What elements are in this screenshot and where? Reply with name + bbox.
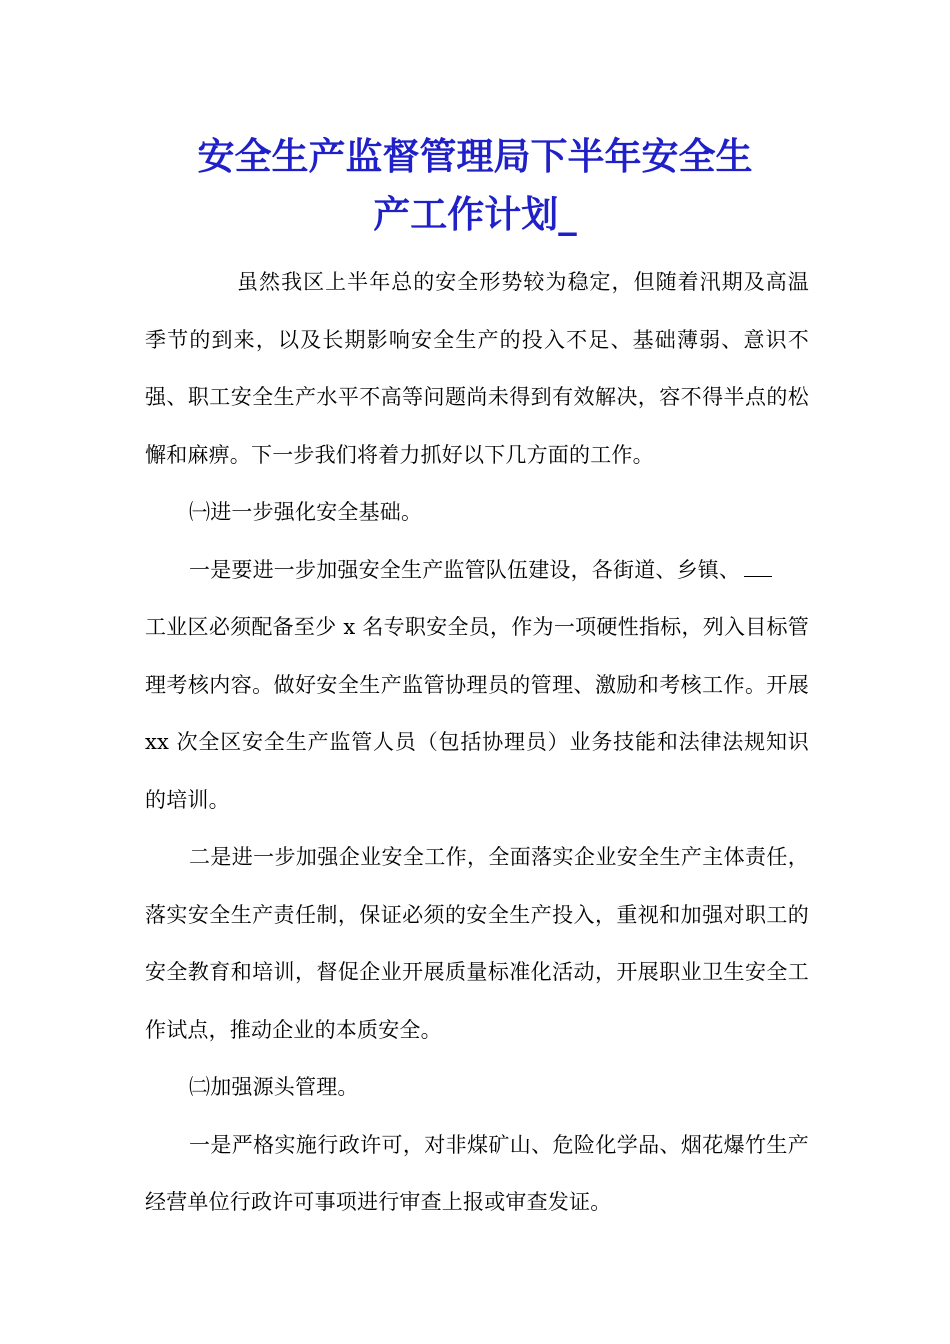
title-line-2: 产工作计划_	[373, 193, 577, 236]
paragraph-item-2a: 一是严格实施行政许可，对非煤矿山、危险化学品、烟花爆竹生产经营单位行政许可事项进行审查上报或审查发证。	[145, 1132, 809, 1214]
section-heading-2: ㈡加强源头管理。	[189, 1075, 359, 1099]
document-title	[120, 128, 830, 244]
paragraph-intro: 虽然我区上半年总的安全形势较为稳定，但随着汛期及高温季节的到来，以及长期影响安全生产的投入不足、基础薄弱、意识不强、职工安全生产水平不高等问题尚未得到有效解决，容不得半点的松懈和麻痹。下一步我们将着力抓好以下几方面的工作。	[145, 270, 809, 467]
title-line-1: 安全生产监督管理局下半年安全生	[197, 135, 753, 178]
paragraph-item-1b: 二是进一步加强企业安全工作，全面落实企业安全生产主体责任，落实安全生产责任制，保证必须的安全生产投入，重视和加强对职工的安全教育和培训，督促企业开展质量标准化活动，开展职业卫生安全工作试点，推动企业的本质安全。	[145, 845, 809, 1042]
section-heading-1: ㈠进一步强化安全基础。	[189, 500, 423, 524]
paragraph-item-1a	[145, 542, 809, 600]
document-body	[145, 254, 809, 1232]
blank-underline	[744, 562, 772, 577]
paragraph-item-1a-cont: 工业区必须配备至少 x 名专职安全员，作为一项硬性指标，列入目标管理考核内容。做好安全生产监管协理员的管理、激励和考核工作。开展 xx 次全区安全生产监管人员（包括协理员）业务技能和法律法规知识的培训。	[145, 615, 809, 812]
paragraph-item-1a-text: 一是要进一步加强安全生产监管队伍建设，各街道、乡镇、	[189, 557, 741, 582]
